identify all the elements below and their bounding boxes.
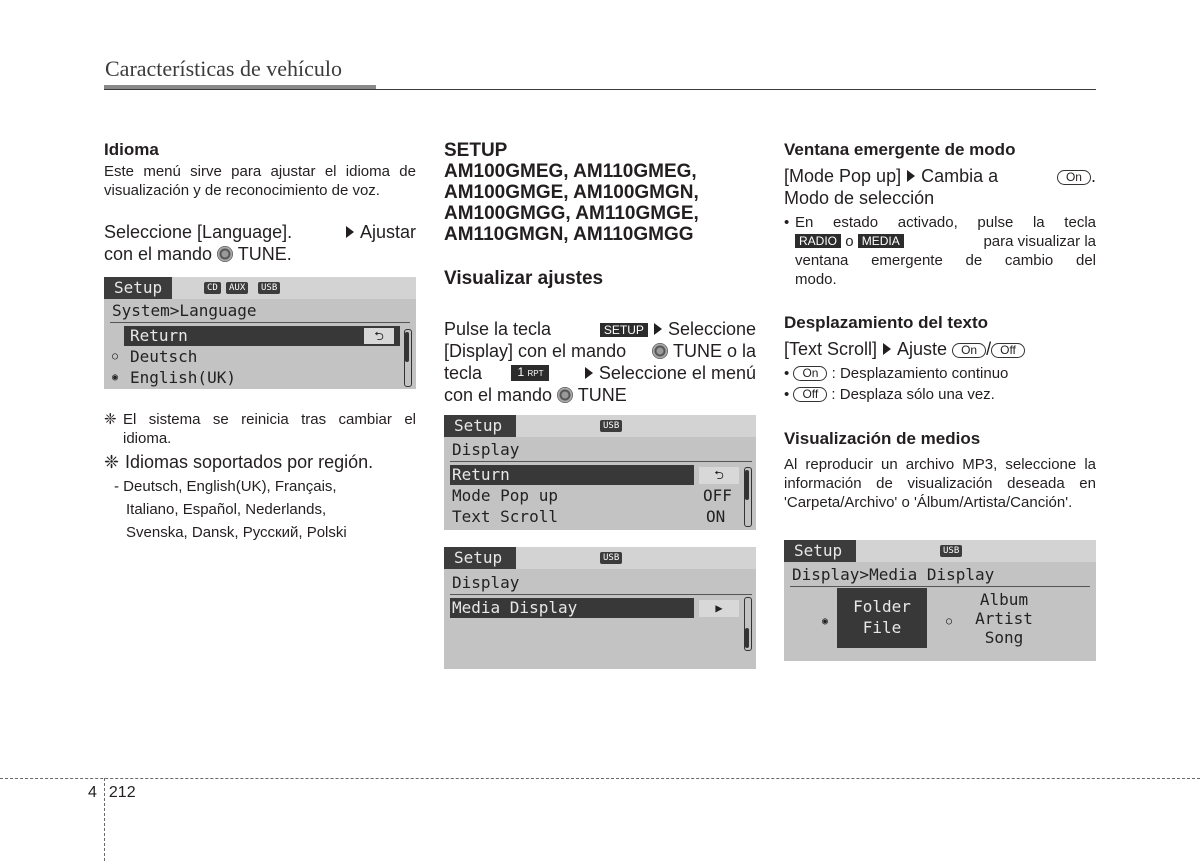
instruction-text: . [1090, 166, 1096, 186]
lcd-divider [450, 461, 752, 462]
desplazamiento-paragraph [784, 338, 1096, 360]
instruction-text: [Text Scroll] [784, 339, 878, 359]
arrow-right-icon [654, 323, 662, 335]
usb-badge: USB [940, 545, 962, 557]
idioma-intro: Este menú sirve para ajustar el idioma de visualización y de reconocimiento de voz. [104, 163, 416, 199]
instruction-text: Ajustar [359, 222, 416, 242]
on-button: On [1057, 170, 1091, 185]
section-heading-ventana: Ventana emergente de modo [784, 140, 1016, 159]
radio-key: RADIO [795, 234, 841, 248]
note-mark: ❈ [104, 411, 117, 428]
media-key: MEDIA [858, 234, 904, 248]
radio-filled-icon: ◉ [112, 372, 119, 383]
lcd-row-mode-popup-value: OFF [703, 486, 732, 505]
lcd-divider [110, 322, 410, 323]
instruction-text: Modo de selección [784, 188, 935, 208]
instruction-text: con el mando [104, 244, 213, 264]
languages-list [114, 475, 414, 544]
instruction-text: Seleccione [667, 319, 756, 339]
lcd-item-deutsch: Deutsch [130, 347, 198, 366]
instruction-text: Ajuste [897, 339, 948, 359]
lcd-path: Display>Media Display [792, 565, 995, 584]
return-icon: ⮌ [364, 328, 394, 344]
lcd-row-return: Return [452, 465, 510, 484]
list-dash: - [114, 478, 119, 495]
instruction-text: Cambia a [921, 166, 999, 186]
ventana-paragraph [784, 165, 1096, 209]
lcd-scrollbar [744, 597, 752, 651]
slash: / [986, 339, 992, 359]
bullet-text: En estado activado, pulse la tecla [795, 214, 1096, 231]
lcd-row-media-display: Media Display [452, 598, 578, 617]
lcd-scroll-thumb [745, 470, 749, 500]
section-heading-idioma: Idioma [104, 140, 159, 159]
instruction-text: TUNE [577, 385, 627, 405]
lcd-item-return: Return [130, 326, 188, 345]
scroll-on-bullet [784, 364, 1096, 383]
lcd-title: Display [452, 573, 520, 592]
languages-line: Svenska, Dansk, Русский, Polski [126, 524, 347, 541]
lcd-divider [450, 594, 752, 595]
rpt-key-label: RPT [527, 369, 544, 378]
instruction-text: Seleccione el menú [598, 363, 756, 383]
footer-rule [0, 778, 1200, 779]
option-artist-label: Artist [975, 609, 1033, 628]
instruction-text: con el mando [444, 385, 553, 405]
tune-knob-icon [217, 246, 233, 262]
bullet-text: : Desplaza sólo una vez. [831, 386, 995, 403]
lcd-divider [790, 586, 1090, 587]
page-header-title: Características de vehículo [105, 56, 343, 81]
lcd-tab: Setup [104, 277, 172, 299]
bullet: • [784, 214, 790, 231]
setup-title: SETUP [444, 140, 508, 161]
lcd-scroll-thumb [405, 332, 409, 362]
header-rule [104, 89, 1096, 90]
arrow-right-icon [585, 367, 593, 379]
radio-filled-icon: ◉ [822, 616, 829, 627]
radio-empty-icon: ○ [112, 351, 119, 362]
idioma-instruction [104, 221, 416, 265]
on-button: On [793, 366, 827, 381]
instruction-text: Seleccione [Language]. [104, 222, 293, 242]
off-button: Off [991, 343, 1025, 358]
lcd-path: System>Language [112, 301, 257, 320]
option-song-label: Song [984, 628, 1024, 647]
section-heading-visualizacion: Visualización de medios [784, 429, 981, 448]
cd-badge: CD [204, 282, 221, 294]
usb-badge: USB [600, 420, 622, 432]
instruction-text: tecla [444, 363, 483, 383]
tune-knob-icon [652, 343, 668, 359]
lcd-screen-media-display-menu [444, 547, 756, 669]
lcd-tab: Setup [444, 415, 516, 437]
lcd-row-text-scroll: Text Scroll [452, 507, 558, 526]
visualizar-instruction [444, 318, 756, 406]
page-number [88, 784, 136, 802]
lcd-screen-media-display [784, 540, 1096, 661]
languages-line: Italiano, Español, Nederlands, [126, 501, 327, 518]
bullet-text: : Desplazamiento continuo [831, 365, 1009, 382]
page-number-value: 212 [108, 784, 136, 801]
arrow-right-icon: ▶ [699, 600, 739, 617]
arrow-right-icon [907, 170, 915, 182]
instruction-text: TUNE. [237, 244, 292, 264]
lcd-row-text-scroll-value: ON [706, 507, 726, 526]
lcd-tab: Setup [444, 547, 516, 569]
tune-knob-icon [557, 387, 573, 403]
chapter-number: 4 [88, 784, 97, 801]
usb-badge: USB [600, 552, 622, 564]
bullet-text: modo. [795, 271, 837, 288]
rpt-key [511, 365, 549, 381]
bullet: • [784, 386, 790, 403]
on-button: On [952, 343, 986, 358]
model-list-line: AM100GMGE, AM100GMGN, [444, 182, 699, 203]
rpt-key-number: 1 [517, 365, 525, 379]
section-heading-visualizar: Visualizar ajustes [444, 268, 604, 289]
lcd-title: Display [452, 440, 520, 459]
arrow-right-icon [346, 226, 354, 238]
usb-badge: USB [258, 282, 280, 294]
instruction-text: [Display] con el mando [444, 341, 627, 361]
bullet-text: o [845, 233, 854, 250]
lcd-scrollbar [404, 329, 412, 387]
setup-key: SETUP [600, 323, 648, 337]
languages-line: Deutsch, English(UK), Français, [123, 478, 337, 495]
ventana-bullet [784, 213, 1096, 289]
note-regions [104, 451, 416, 473]
option-folder-label: Folder [853, 597, 911, 616]
model-list-line: AM100GMGG, AM110GMGE, [444, 203, 699, 224]
setup-title-block [444, 140, 699, 245]
lcd-row-mode-popup: Mode Pop up [452, 486, 558, 505]
option-file-label: File [862, 618, 902, 637]
instruction-text: [Mode Pop up] [784, 166, 902, 186]
bullet-text: para visualizar la [983, 233, 1096, 250]
aux-badge: AUX [226, 282, 248, 294]
note-text: El sistema se reinicia tras cambiar el idioma. [123, 411, 416, 447]
instruction-text: Pulse la tecla [444, 319, 552, 339]
lcd-scroll-thumb [745, 628, 749, 648]
note-text: Idiomas soportados por región. [125, 452, 374, 472]
note-mark: ❈ [104, 452, 120, 472]
model-list-line: AM110GMGN, AM110GMGG [444, 224, 694, 245]
return-icon: ⮌ [699, 467, 739, 484]
model-list-line: AM100GMEG, AM110GMEG, [444, 161, 697, 182]
lcd-scrollbar [744, 467, 752, 527]
instruction-text: TUNE o la [672, 341, 756, 361]
lcd-screen-language [104, 277, 416, 389]
bullet-text: ventana emergente de cambio del [795, 252, 1096, 269]
radio-empty-icon: ○ [946, 616, 953, 627]
scroll-off-bullet [784, 385, 1096, 404]
lcd-screen-display [444, 415, 756, 530]
note-reset [104, 410, 416, 448]
lcd-item-english: English(UK) [130, 368, 236, 387]
visualizacion-paragraph: Al reproducir un archivo MP3, seleccione la información de visualización deseada en 'Carpeta/Archivo' o 'Álbum/Artista/Canción'. [784, 456, 1096, 511]
option-album-label: Album [979, 590, 1029, 609]
lcd-tab: Setup [784, 540, 856, 562]
section-heading-desplazamiento: Desplazamiento del texto [784, 313, 989, 332]
bullet: • [784, 365, 790, 382]
off-button: Off [793, 387, 827, 402]
arrow-right-icon [883, 343, 891, 355]
